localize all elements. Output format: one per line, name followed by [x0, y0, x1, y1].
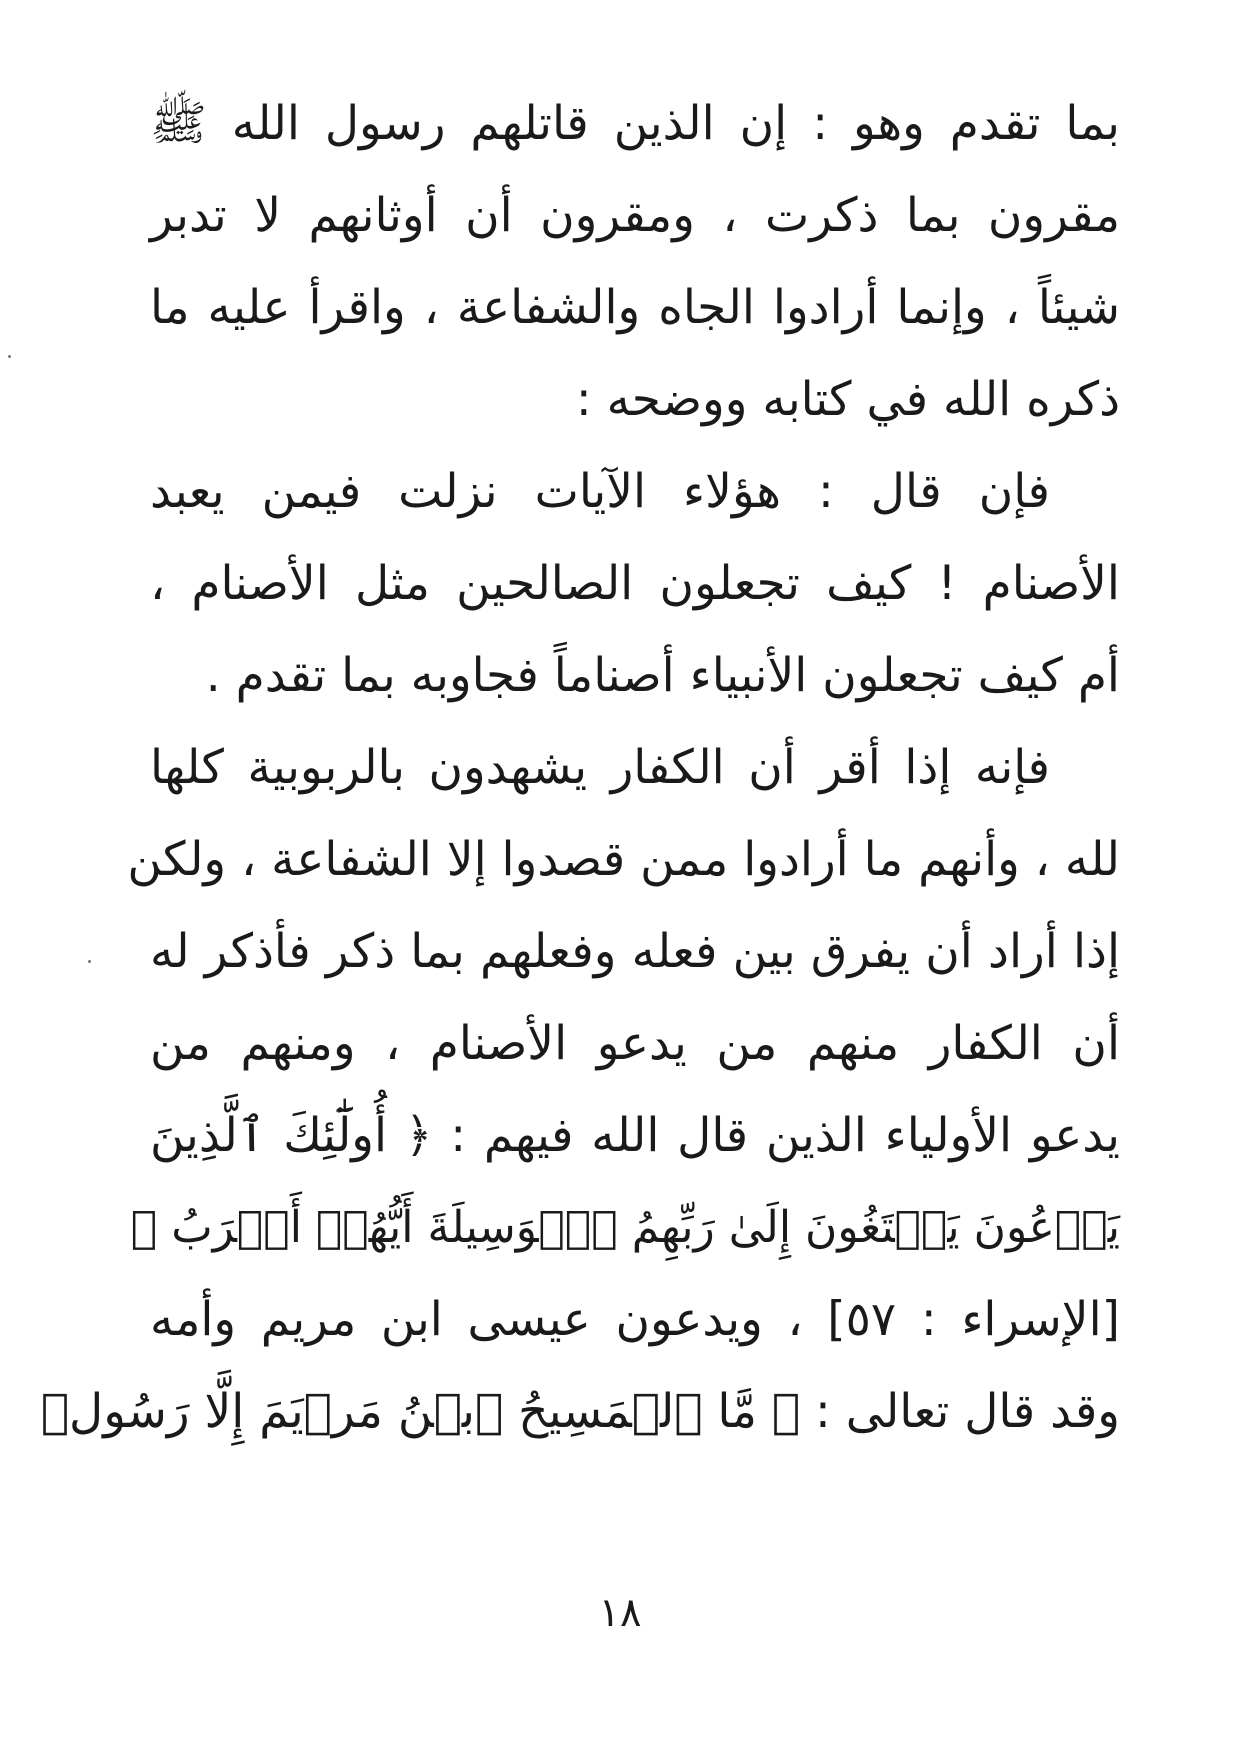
text-line: [الإسراء : ٥٧] ، ويدعون عيسى ابن مريم وأمه [150, 1292, 1120, 1347]
page-number: ١٨ [598, 1590, 642, 1636]
text-line: لله ، وأنهم ما أرادوا ممن قصدوا إلا الشفاعة ، ولكن [127, 832, 1120, 887]
text-line: إذا أراد أن يفرق بين فعله وفعلهم بما ذكر فأذكر له [150, 924, 1120, 979]
quran-verse-line: يَدۡعُونَ يَبۡتَغُونَ إِلَىٰ رَبِّهِمُ ٱلۡوَسِيلَةَ أَيُّهُمۡ أَقۡرَبُ ﴾ [130, 1202, 1120, 1253]
paragraph-start-line: فإن قال : هؤلاء الآيات نزلت فيمن يعبد [150, 464, 1050, 519]
paragraph-start-line: فإنه إذا أقر أن الكفار يشهدون بالربوبية كلها [150, 740, 1050, 795]
text-line: الأصنام ! كيف تجعلون الصالحين مثل الأصنام ، [150, 556, 1120, 611]
text-line: بما تقدم وهو : إن الذين قاتلهم رسول الله ﷺ [150, 96, 1120, 151]
text-line: ذكره الله في كتابه ووضحه : [575, 372, 1120, 427]
text-line: يدعو الأولياء الذين قال الله فيهم : ﴿ أُولَٰٓئِكَ ٱلَّذِينَ [150, 1108, 1120, 1163]
text-line: أم كيف تجعلون الأنبياء أصناماً فجاوبه بما تقدم . [205, 648, 1120, 703]
text-line: شيئاً ، وإنما أرادوا الجاه والشفاعة ، واقرأ عليه ما [150, 280, 1120, 335]
scan-speck [88, 960, 91, 963]
text-line: أن الكفار منهم من يدعو الأصنام ، ومنهم من [150, 1016, 1120, 1071]
text-line: مقرون بما ذكرت ، ومقرون أن أوثانهم لا تدبر [150, 188, 1120, 243]
text-line: وقد قال تعالى : ﴿ مَّا ٱلۡمَسِيحُ ٱبۡنُ مَرۡيَمَ إِلَّا رَسُولٞ [40, 1384, 1120, 1439]
scan-speck [8, 355, 11, 358]
body-text [40, 78, 1120, 1458]
